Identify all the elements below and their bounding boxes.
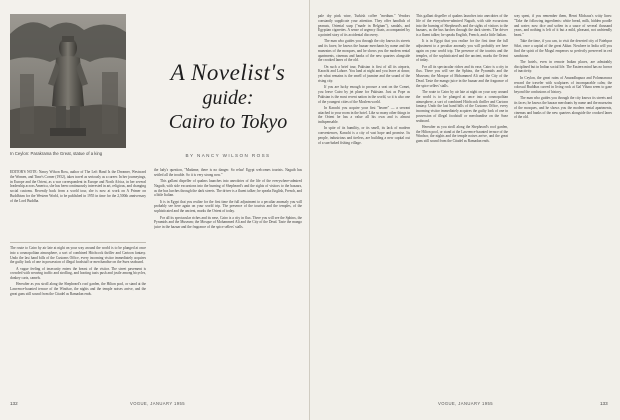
paragraph: The man who guides you through the city knows its streets and its faces; he knows the bazaar merchants by name and the muezzins of the mosques, and he shows you the modern rental apartments, cinemas and banks of the new quarters alongside the crooked lanes of the old.: [318, 39, 410, 63]
page-number-left: 132: [10, 401, 18, 406]
statue-image: [10, 14, 126, 148]
article-headline: [148, 60, 308, 134]
left-column-a: [10, 246, 146, 396]
paragraph: In Karachi you acquire your first "bearer" — a servant attached to your room in the hotel. Like so many other things in the Orient he has a value all his own and is almost indispensable.: [318, 105, 410, 125]
editors-note: EDITOR'S NOTE: Nancy Wilson Ross, author of The Left Hand Is the Dreamer, Westward the Women, and Time's Corner (1952), takes travel as seriously as a career. In her journeyings, in Europe and the Orient, as a war correspondent in Europe and North Africa, in her several leadership across America, she has been continuously interested in art, religious, and changing social customs. Recently back from a world tour, she is now at work on A Primer on Buddhism for the Western World, to be published in 1955 in time for the 2,500th anniversary of the Lord Buddha.: [10, 170, 146, 203]
paragraph: way spent, if you remember them, Henri Michaux's witty lines: "Take the following ingredients: white bread, milk, hidden poodle and water; now dice and soften in a sauce of several thousand years, and nothing is left of it but a mild, pleasant, not unfriendly beast.": [514, 14, 612, 37]
paragraph: Take the time, if you can, to visit the deserted city of Fatehpur Sikri, once a capital of the great Akbar. Nowhere in India will you find the spirit of the Mogul emperors so perfectly preserved in red sandstone.: [514, 39, 612, 58]
paragraph: The man who guides you through the city knows its streets and its faces; he knows the bazaar merchants by name and the muezzins of the mosques, and he shows you the modern rental apartments, cinemas and banks of the new quarters alongside the crooked lanes of the old.: [514, 96, 612, 120]
headline-line-1: A Novelist's: [170, 60, 286, 85]
headline-line-2: guide:: [202, 87, 254, 109]
paragraph: The route to Cairo by air late at night on your way around the world is to be plunged at once into a cosmopolitan atmosphere, a sort of combined Hitchcock thriller and Cartoon fantasy. Undo the last hand bills of the Customs Office, every incoming visitor immediately acquires the guilty look of one in possession of illegal foodstuff or merchandise on the Suez seaboard.: [10, 246, 146, 265]
paragraph: The hotels, even in remote Indian places, are admirably disciplined but in Indian social life. The Eastern mind has no horror of inactivity.: [514, 59, 612, 74]
paragraph: If you are lucky enough to procure a seat on the Comet, you leave Cairo by jet plane for Pakistan. Just as Pope as Pakistan is the most recent nation in the world, so it is also one of the youngest cities of the Moslem world.: [318, 85, 410, 104]
byline: BY NANCY WILSON ROSS: [185, 153, 271, 158]
paragraph: For all its spectacular riches and its ease, Cairo is a city in flux. There you will see the Sphinx, the Pyramids and the Museum; the Mosque of Mohammed Ali and the City of the Dead. Taste the mango juice in the bazaar and the fragrance of the spice sellers' stalls.: [154, 215, 302, 230]
right-column-c: [514, 14, 612, 396]
right-column-b: [416, 14, 508, 396]
right-page: [310, 0, 620, 420]
footer-left: VOGUE, JANUARY 1955: [130, 401, 185, 406]
page-number-right: 133: [600, 401, 608, 406]
paragraph: It is in Egypt that you realize for the first time the full adjustment to a peculiar anomaly you will probably see here again on your world trip. The presence of the tourists and the temples, of the sophisticated and the ancient, marks the Orient of today.: [154, 199, 302, 214]
footer-right: VOGUE, JANUARY 1955: [438, 401, 493, 406]
paragraph: On such a brief tour, Pakistan is first of all its airports, Karachi and Lahore. You land at night and you leave at dawn; yet what remains is the smell of jasmine and the sound of the rising city.: [318, 64, 410, 83]
left-column-b: [154, 168, 302, 396]
paragraph: Hereafter as you stroll along the Shepheard's roof garden, the Hilton pool, or stand at the Lawrence-haunted terrace of the Windsor, the nights and the temple noises arrive, and the great guns still sound from the Citadel as Ramadan ends.: [10, 282, 146, 296]
paragraph: Hereafter as you stroll along the Shepheard's roof garden, the Hilton pool, or stand at the Lawrence-haunted terrace of the Windsor, the nights and the temple noises arrive, and the great guns still sound from the Citadel as Ramadan ends.: [416, 124, 508, 144]
headline-line-3: Cairo to Tokyo: [168, 111, 288, 133]
paragraph: In Ceylon, the great ruins of Anuradhapura and Polonnaruwa reward the traveler with sculptures of incomparable calm; the colossal Buddhas carved in living rock at Gal Vihara seem to gaze beyond the confusions of history.: [514, 75, 612, 95]
photo-caption: In Ceylon: Parakrama the Great, statue of a king: [10, 151, 103, 156]
paragraph: pale dry pink wine, Turkish coffee "medium." Vendors constantly supplicate your attention. They offer handfuls of peanuts, Oriental soap ("made in Belgium"), sandals, and Egyptian cigarettes. A sense of urgency floats, accompanied by a pointed story of its accidental discovery.: [318, 14, 410, 37]
right-column-a: [318, 14, 410, 396]
paragraph: In spite of its humility, or its smell, its lack of modern conveniences, Karachi is a city of vast hope and promise. Its people, industrious and tireless, are building a new capital out of a sun-baked fishing village.: [318, 126, 410, 145]
paragraph: For all its spectacular riches and its ease, Cairo is a city in flux. There you will see the Sphinx, the Pyramids and the Museum; the Mosque of Mohammed Ali and the City of the Dead. Taste the mango juice in the bazaar and the fragrance of the spice sellers' stalls.: [416, 64, 508, 88]
statue-photo: [10, 14, 126, 148]
paragraph: The route to Cairo by air late at night on your way around the world is to be plunged at once into a cosmopolitan atmosphere, a sort of combined Hitchcock thriller and Cartoon fantasy. Undo the last hand bills of the Customs Office, every incoming visitor immediately acquires the guilty look of one in possession of illegal foodstuff or merchandise on the Suez seaboard.: [416, 90, 508, 123]
paragraph: It is in Egypt that you realize for the first time the full adjustment to a peculiar anomaly you will probably see here again on your world trip. The presence of the tourists and the temples, of the sophisticated and the ancient, marks the Orient of today.: [416, 39, 508, 63]
divider-rule: [10, 242, 146, 243]
paragraph: This gallant dispeller of qualms launches into anecdotes of the life of the everywhere-admired Naguib, with side excursions into the burning of Shepheard's and the sights of visitors to the bazaars, as the bus lurches through the dark streets. The driver is a fluent talker; he speaks English, French, and a little Italian.: [416, 14, 508, 37]
paragraph: This gallant dispeller of qualms launches into anecdotes of the life of the everywhere-admired Naguib, with side excursions into the burning of Shepheard's and the sights of visitors to the bazaars, as the bus lurches through the dark streets. The driver is a fluent talker; he speaks English, French, and a little Italian.: [154, 179, 302, 198]
paragraph: the lady's question, "Madame, there is no danger. So relax! Egypt welcomes tourists. Naguib has settled all the trouble. So it is very strong now.": [154, 168, 302, 177]
paragraph: A vague feeling of insecurity enters the breast of the visitor. The street pavement is crowded with weaving traffic and strolling, and hooting taxis push and jostle among bicycles, donkey carts, camels.: [10, 266, 146, 281]
